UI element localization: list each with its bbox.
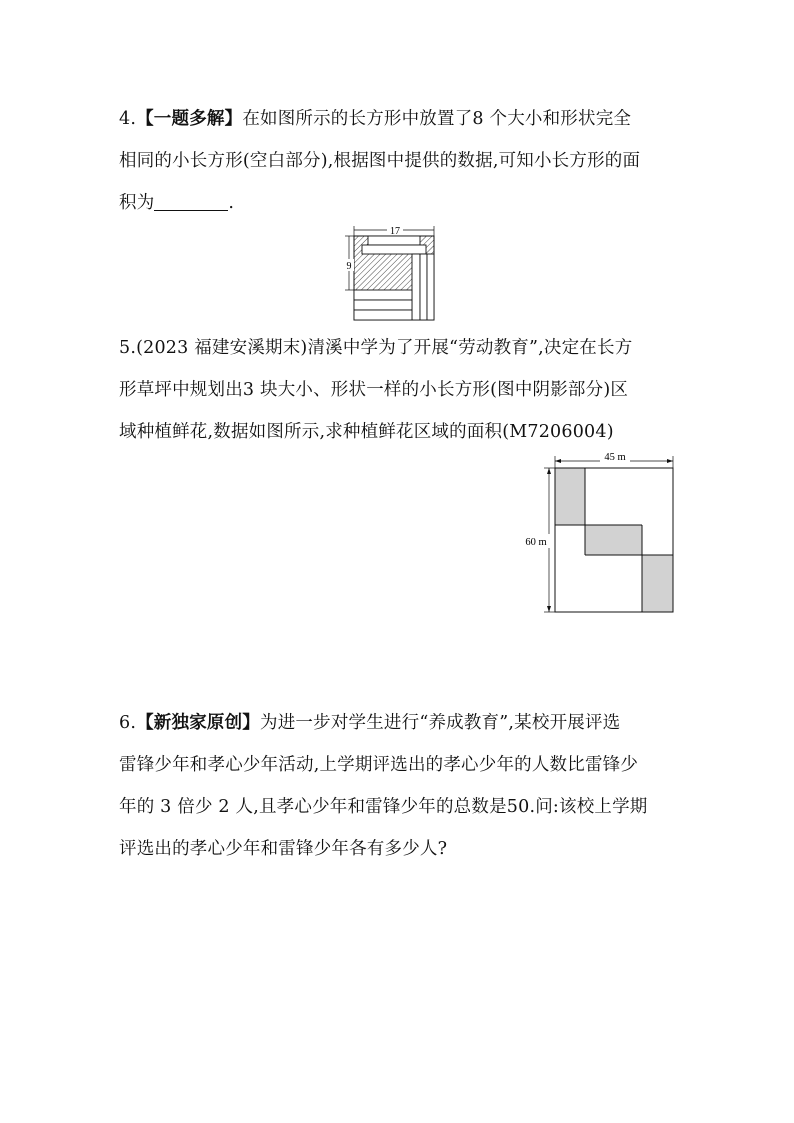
problem-number: 4. (119, 109, 137, 129)
problem-6-line-1 (119, 709, 620, 734)
small-rect (427, 254, 434, 320)
problem-4-line-2 (119, 147, 640, 172)
dimension-label-top: 17 (390, 226, 400, 237)
flower-region (642, 555, 673, 612)
problem-text: 5.(2023 福建安溪期末)清溪中学为了开展“劳动教育”,决定在长方 (119, 338, 633, 358)
problem-tag: 【一题多解】 (136, 109, 243, 129)
dimension-label-left: 9 (346, 261, 352, 272)
problem-5-line-1 (119, 334, 632, 359)
problem-text: 积为 (119, 193, 155, 213)
small-rect (354, 310, 412, 320)
small-rect (412, 254, 420, 320)
small-rect (354, 300, 412, 310)
figure-4-rectangles (342, 224, 450, 322)
problem-text: 在如图所示的长方形中放置了8 个大小和形状完全 (242, 109, 632, 129)
small-rect (420, 254, 427, 320)
flower-region (585, 525, 642, 555)
problem-5-line-2 (119, 376, 628, 401)
small-rect (354, 290, 412, 300)
problem-text: 相同的小长方形(空白部分),根据图中提供的数据,可知小长方形的面 (119, 151, 641, 171)
small-rect (362, 245, 426, 254)
dimension-label-left: 60 m (525, 537, 547, 548)
problem-text: 年的 3 倍少 2 人,且孝心少年和雷锋少年的总数是50.问:该校上学期 (119, 797, 648, 817)
answer-suffix: . (228, 193, 235, 213)
problem-6-line-2 (119, 751, 638, 776)
small-rect (368, 236, 420, 245)
figure-5-lawn (520, 448, 680, 616)
problem-text: 为进一步对学生进行“养成教育”,某校开展评选 (260, 713, 621, 733)
problem-4-line-3 (119, 189, 234, 214)
problem-6-line-4 (119, 835, 447, 860)
problem-number: 6. (119, 713, 137, 733)
problem-text: 评选出的孝心少年和雷锋少年各有多少人? (119, 839, 448, 859)
problem-text: 域种植鲜花,数据如图所示,求种植鲜花区域的面积(M7206004) (119, 422, 614, 442)
problem-text: 雷锋少年和孝心少年活动,上学期评选出的孝心少年的人数比雷锋少 (119, 755, 639, 775)
problem-6-line-3 (119, 793, 648, 818)
problem-5-line-3 (119, 418, 614, 443)
dimension-label-top: 45 m (604, 452, 626, 463)
answer-blank (154, 194, 228, 211)
flower-region (555, 468, 585, 525)
problem-tag: 【新独家原创】 (136, 713, 261, 733)
problem-4-line-1 (119, 105, 631, 130)
problem-text: 形草坪中规划出3 块大小、形状一样的小长方形(图中阴影部分)区 (119, 380, 629, 400)
